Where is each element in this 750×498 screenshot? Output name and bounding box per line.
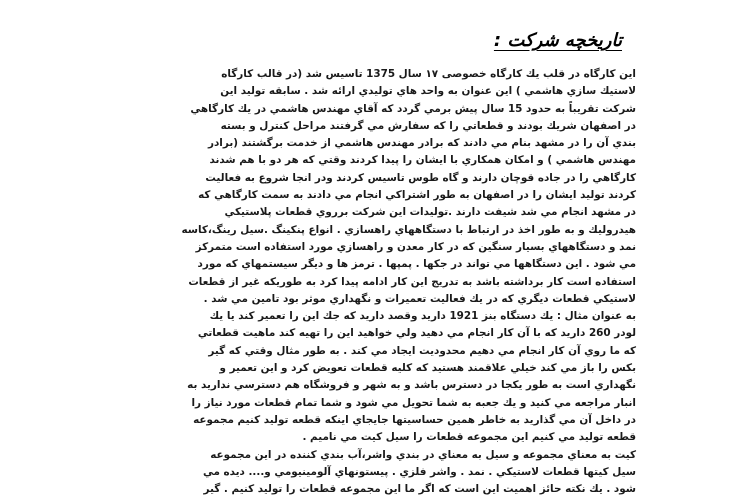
text-line: مي شود . اين دستگاهها مي تواند در جكها . پمپها . ترمز ها و ديگر سيستمهاي كه مورد: [197, 258, 636, 271]
text-line: استفاده است كار برداشته باشد به تدريج اين كار ادامه پيدا كرد به طوريكه غير از قطعات: [188, 275, 636, 288]
text-line: كه ما روي آن كار انجام مي دهيم محدوديت ايجاد مي كند . به طور مثال وقتي كه گير: [208, 344, 636, 357]
text-line: لاستیك سازي هاشمي ) این عنوان به واحد هاي توليدي ارائه شد . سابقه توليد اين: [220, 85, 636, 98]
text-line: در مشهد انجام مي شد شيفت دارند .توليدات اين شركت برروي قطعات پلاستيكي: [224, 206, 636, 219]
text-line: كيت به معناي مجموعه و سيل به معناي در بندي واشر،آب بندي كننده در اين مجموعه: [210, 448, 636, 461]
text-line: سيل كيتها قطعات لاستيكي . نمد . واشر فلزي . پيستونهاي آلومينيومي و.... ديده مي: [202, 465, 636, 478]
text-line: بكس را باز مي كند خيلي علاقمند هستيد كه كليه قطعات تعويض كرد و اين تعمير و: [219, 362, 636, 375]
text-line: شرکت تقريباً به حدود 15 سال پيش برمي گردد كه آقاي مهندس هاشمي در يك كارگاهي: [190, 102, 636, 115]
body-text: [108, 66, 636, 496]
text-line: در داخل آن مي گذاريد به خاطر همين حساسيتها جايجاي اينكه قطعه توليد كنيم مجموعه: [193, 413, 636, 426]
text-line: قطعه توليد مي كنيم اين مجموعه قطعات را سيل كيت مي ناميم .: [302, 431, 636, 444]
document-title: تاریخچه شرکت :: [493, 30, 622, 51]
text-line: لودر 260 داريد كه با آن كار انجام مي دهيد ولي خواهيد اين را تهيه كند ماهيت قطعاتي: [197, 327, 636, 340]
text-line: كردند توليد ايشان را در اصفهان به طور اشتراكي انجام مي دادند به سمت كارگاهي كه: [198, 189, 636, 202]
text-line: هيدروليك و به طور اخذ در ارتباط با دستگاههاي راهسازي . انواع پنكينگ .سيل رينگ،كاسه: [181, 223, 636, 236]
text-line: كارگاهي را در جاده قوچان دارند و گاه طوس تاسيس كردند ودر انجا شروع به فعاليت: [205, 171, 636, 184]
text-line: لاستيكي قطعات ديگري كه در يك فعاليت تعميرات و نگهداري موثر بود تامين مي شد .: [203, 292, 636, 305]
text-line: بندي آن را در مشهد بنام مي دادند كه برادر مهندس هاشمي از خدمت برگشتند (برادر: [207, 137, 636, 150]
text-line: به عنوان مثال : يك دستگاه بنز 1921 داريد وقصد داريد كه جك اين را تعمير كند يا يك: [209, 310, 636, 323]
text-line: انبار مراجعه مي كنيد و يك جعبه به شما تحويل مي شود و شما تمام قطعات مورد نياز را: [191, 396, 636, 409]
text-line: نگهداري است به طور يكجا در دسترس باشد و به شهر و فروشگاه هم دسترسي نداريد به: [187, 379, 636, 392]
text-line: در اصفهان شريك بودند و قطعاتي را كه سفارش مي گرفتند مراحل كنترل و بسته: [220, 119, 636, 132]
text-line: نمد و دستگاههاي بسيار سنگين كه در كار معدن و راهسازي مورد استفاده است متمركز: [195, 240, 636, 253]
text-line: این کارگاه در قلب یك کارگاه خصوصی ۱۷ سال 1375 تاسیس شد (در قالب کارگاه: [221, 68, 636, 80]
text-line: شود . يك نكته حائز اهميت اين است كه اگر ما اين مجموعه قطعات را توليد كنيم . گير: [203, 483, 636, 496]
text-line: مهندس هاشمي ) و امكان همكاري با ايشان را پيدا كردند وقتي كه هر دو با هم شدند: [209, 154, 636, 167]
